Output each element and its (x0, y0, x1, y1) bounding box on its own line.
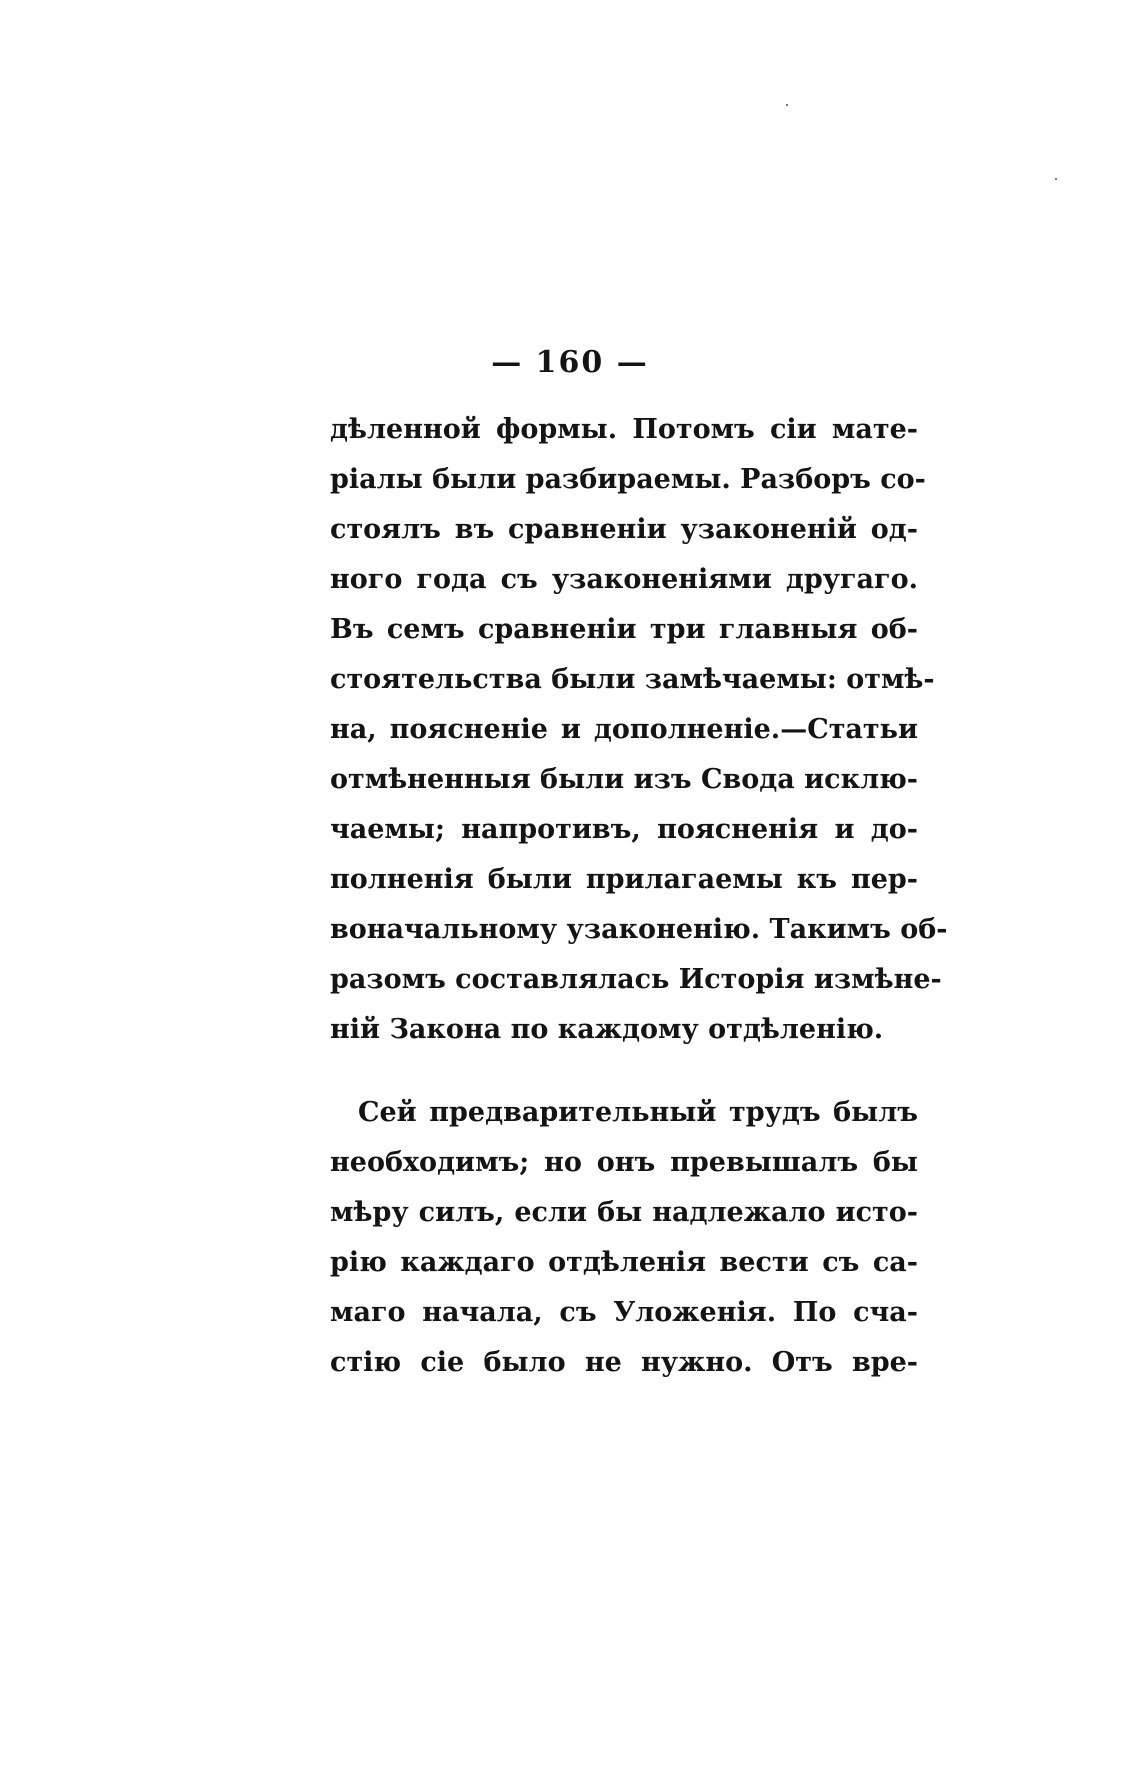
text-line: дѣленной формы. Потомъ сіи мате- (330, 414, 918, 445)
text-line: рію каждаго отдѣленія вести съ са- (330, 1247, 918, 1278)
text-line: ного года съ узаконеніями другаго. (330, 564, 918, 595)
text-line: на, поясненіе и дополненіе.—Статьи (330, 714, 918, 745)
text-line: стоялъ въ сравненіи узаконеній од- (330, 514, 918, 545)
text-line: полненія были прилагаемы къ пер- (330, 864, 918, 895)
page-number: — 160 — (491, 345, 649, 380)
paragraph-1 (330, 405, 948, 1055)
text-line: маго начала, съ Уложенія. По сча- (330, 1297, 918, 1328)
text-line: разомъ составлялась Исторія измѣне- (330, 964, 942, 995)
text-line: стоятельства были замѣчаемы: отмѣ- (330, 664, 935, 695)
scan-speck (786, 104, 788, 106)
text-line: ній Закона по каждому отдѣленію. (330, 1014, 884, 1045)
scan-speck (1055, 178, 1057, 180)
text-line: ріалы были разбираемы. Разборъ со- (330, 464, 926, 495)
text-line: Сей предварительный трудъ былъ (358, 1097, 918, 1128)
text-line: Въ семъ сравненіи три главныя об- (330, 614, 918, 645)
text-line: чаемы; напротивъ, поясненія и до- (330, 814, 918, 845)
text-line: отмѣненныя были изъ Свода исклю- (330, 764, 919, 795)
text-line: мѣру силъ, если бы надлежало исто- (330, 1197, 918, 1228)
text-line: воначальному узаконенію. Такимъ об- (330, 914, 948, 945)
text-line: стію сіе было не нужно. Отъ вре- (330, 1347, 918, 1378)
paragraph-2 (330, 1088, 918, 1388)
text-line: необходимъ; но онъ превышалъ бы (330, 1147, 918, 1178)
